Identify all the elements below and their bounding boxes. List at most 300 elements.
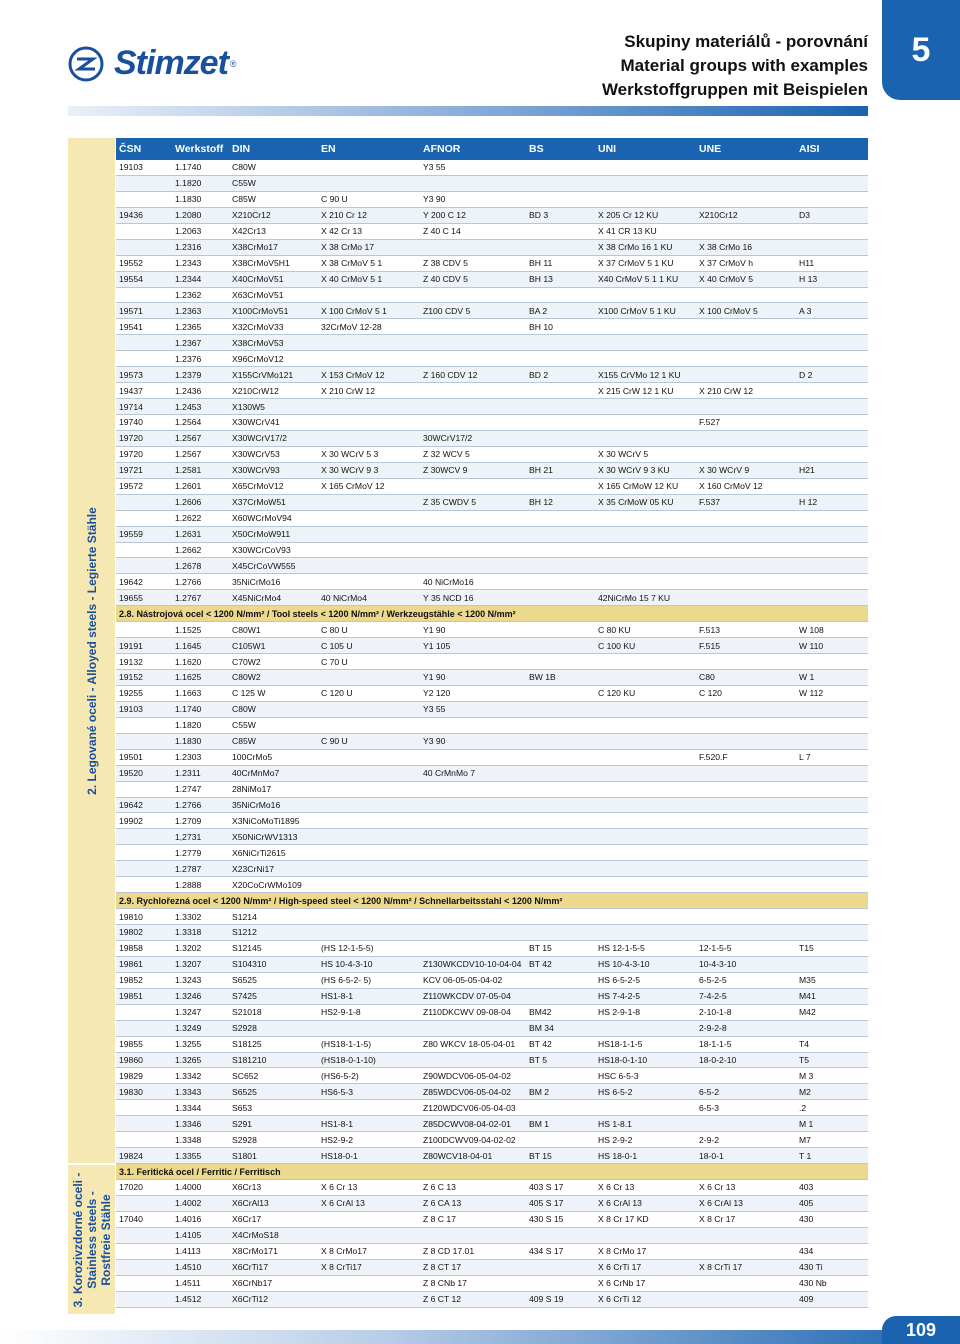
table-cell: 1.2362 bbox=[175, 289, 202, 300]
table-cell: C 80 U bbox=[321, 624, 348, 635]
table-row bbox=[116, 957, 868, 973]
table-cell: X6Cr17 bbox=[232, 1214, 262, 1225]
table-cell: X30WCrV41 bbox=[232, 417, 280, 428]
table-row bbox=[116, 766, 868, 782]
table-cell: 1.4016 bbox=[175, 1214, 202, 1225]
table-cell: X 205 Cr 12 KU bbox=[598, 210, 659, 221]
table-row bbox=[116, 1084, 868, 1100]
table-cell: 19720 bbox=[119, 449, 143, 460]
table-cell: BH 12 bbox=[529, 497, 553, 508]
table-cell: 405 bbox=[799, 1198, 814, 1209]
table-cell: T 1 bbox=[799, 1150, 812, 1161]
table-cell: 1.4511 bbox=[175, 1278, 201, 1289]
table-cell: X 30 WCrV 5 bbox=[598, 449, 649, 460]
table-row bbox=[116, 1068, 868, 1084]
table-cell: X6Cr13 bbox=[232, 1182, 262, 1193]
table-cell: HSC 6-5-3 bbox=[598, 1070, 639, 1081]
table-cell: F.515 bbox=[699, 640, 721, 651]
table-cell: Z 8 CD 17.01 bbox=[423, 1246, 475, 1257]
table-cell: 1.2601 bbox=[175, 481, 202, 492]
table-cell: HS18-0-1-10 bbox=[598, 1054, 648, 1065]
table-cell: X8CrMo171 bbox=[232, 1246, 278, 1257]
table-row bbox=[116, 1276, 868, 1292]
table-row bbox=[116, 702, 868, 718]
table-row bbox=[116, 1053, 868, 1069]
table-cell: W 108 bbox=[799, 624, 824, 635]
table-cell: BM 1 bbox=[529, 1118, 550, 1129]
table-cell: S2928 bbox=[232, 1134, 257, 1145]
table-cell: 1.3342 bbox=[175, 1070, 202, 1081]
table-cell: M 3 bbox=[799, 1070, 814, 1081]
table-cell: X6CrAl13 bbox=[232, 1198, 269, 1209]
table-cell: 30WCrV17/2 bbox=[423, 433, 473, 444]
table-cell: HS18-1-1-5 bbox=[598, 1039, 643, 1050]
sidebar-stainless bbox=[68, 1163, 115, 1314]
table-row bbox=[116, 1244, 868, 1260]
table-cell: 100CrMo5 bbox=[232, 752, 273, 763]
table-row bbox=[116, 415, 868, 431]
table-cell: X 100 CrMoV 5 1 bbox=[321, 305, 387, 316]
table-cell: BT 15 bbox=[529, 1150, 552, 1161]
table-cell: Z80WCV18-04-01 bbox=[423, 1150, 493, 1161]
table-cell: X50NiCrWV1313 bbox=[232, 831, 298, 842]
table-cell: X155 CrVMo 12 1 KU bbox=[598, 369, 681, 380]
table-cell: 1.3249 bbox=[175, 1023, 202, 1034]
table-cell: X 165 CrMoW 12 KU bbox=[598, 481, 679, 492]
table-cell: 1,2731 bbox=[175, 831, 202, 842]
table-row bbox=[116, 319, 868, 335]
table-cell: C85W bbox=[232, 736, 256, 747]
table-cell: 434 bbox=[799, 1246, 814, 1257]
table-cell: X96CrMoV12 bbox=[232, 353, 284, 364]
table-cell: X38CrMoV53 bbox=[232, 337, 284, 348]
table-cell: X 38 CrMo 16 1 KU bbox=[598, 242, 673, 253]
table-cell: X 40 CrMoV 5 bbox=[699, 274, 753, 285]
table-cell: Z 40 C 14 bbox=[423, 226, 461, 237]
table-cell: 1.3302 bbox=[175, 911, 202, 922]
table-row bbox=[116, 479, 868, 495]
table-cell: 19437 bbox=[119, 385, 143, 396]
table-cell: 1.2767 bbox=[175, 592, 202, 603]
table-cell: 6-5-3 bbox=[699, 1102, 720, 1113]
table-cell: 19714 bbox=[119, 401, 143, 412]
table-cell: 1.3348 bbox=[175, 1134, 202, 1145]
table-cell: X 6 Cr 13 bbox=[699, 1182, 736, 1193]
table-cell: (HS 6-5-2- 5) bbox=[321, 975, 372, 986]
table-cell: X 6 CrTi 12 bbox=[598, 1294, 642, 1305]
table-cell: 42NiCrMo 15 7 KU bbox=[598, 592, 671, 603]
table-row bbox=[116, 1212, 868, 1228]
table-cell: 1.3255 bbox=[175, 1039, 202, 1050]
table-cell: X 30 WCrV 9 3 KU bbox=[598, 465, 670, 476]
table-cell: 6-5-2-5 bbox=[699, 975, 727, 986]
table-cell: 430 Ti bbox=[799, 1262, 823, 1273]
table-cell: HS 1-8.1 bbox=[598, 1118, 632, 1129]
table-cell: 1.2564 bbox=[175, 417, 202, 428]
table-cell: Z90WDCV06-05-04-02 bbox=[423, 1070, 511, 1081]
table-cell: 1.2779 bbox=[175, 847, 202, 858]
table-cell: Z 8 CNb 17 bbox=[423, 1278, 467, 1289]
section-sidebar bbox=[68, 138, 115, 1312]
table-cell: X38CrMo17 bbox=[232, 242, 278, 253]
table-cell: X210Cr12 bbox=[232, 210, 271, 221]
table-cell: X100CrMoV51 bbox=[232, 305, 289, 316]
table-cell: Z 38 CDV 5 bbox=[423, 258, 468, 269]
logo-emblem-icon bbox=[68, 46, 104, 82]
table-cell: 19802 bbox=[119, 927, 143, 938]
table-cell: X 165 CrMoV 12 bbox=[321, 481, 385, 492]
table-cell: Z 32 WCV 5 bbox=[423, 449, 470, 460]
table-cell: C70W2 bbox=[232, 656, 261, 667]
table-row bbox=[116, 1100, 868, 1116]
table-cell: 40 CrMnMo 7 bbox=[423, 768, 476, 779]
table-cell: 19573 bbox=[119, 369, 143, 380]
table-cell: HS 2-9-2 bbox=[598, 1134, 633, 1145]
table-cell: HS 7-4-2-5 bbox=[598, 991, 641, 1002]
table-cell: 1.2436 bbox=[175, 385, 202, 396]
table-cell: C 120 bbox=[699, 688, 722, 699]
table-cell: A 3 bbox=[799, 305, 812, 316]
table-row bbox=[116, 558, 868, 574]
table-cell: X 100 CrMoV 5 bbox=[699, 305, 758, 316]
table-cell: 19824 bbox=[119, 1150, 143, 1161]
table-cell: 1.2316 bbox=[175, 242, 202, 253]
table-cell: Z 30WCV 9 bbox=[423, 465, 468, 476]
table-cell: 1.1525 bbox=[175, 624, 202, 635]
sidebar-stainless-label bbox=[71, 1172, 113, 1307]
table-cell: C80W1 bbox=[232, 624, 261, 635]
table-row bbox=[116, 463, 868, 479]
table-cell: 19655 bbox=[119, 592, 143, 603]
table-cell: X 8 Cr 17 bbox=[699, 1214, 736, 1225]
table-cell: 1.2343 bbox=[175, 258, 202, 269]
table-cell: BT 15 bbox=[529, 943, 552, 954]
table-cell: 1.1830 bbox=[175, 736, 202, 747]
table-cell: 1.4510 bbox=[175, 1262, 202, 1273]
table-cell: 1.3247 bbox=[175, 1007, 202, 1018]
table-cell: 403 S 17 bbox=[529, 1182, 564, 1193]
table-cell: X 30 WCrV 9 bbox=[699, 465, 750, 476]
table-cell: C80W bbox=[232, 162, 256, 173]
table-cell: BA 2 bbox=[529, 305, 548, 316]
table-cell: 1.2622 bbox=[175, 513, 202, 524]
table-cell: C 80 KU bbox=[598, 624, 631, 635]
table-cell: X60WCrMoV94 bbox=[232, 513, 292, 524]
table-cell: 32CrMoV 12-28 bbox=[321, 321, 382, 332]
header-gradient-bar bbox=[68, 106, 868, 116]
table-row bbox=[116, 511, 868, 527]
table-cell: 40CrMnMo7 bbox=[232, 768, 280, 779]
table-cell: 19642 bbox=[119, 576, 143, 587]
table-cell: 1.1740 bbox=[175, 704, 202, 715]
table-cell: X 38 CrMoV 5 1 bbox=[321, 258, 383, 269]
table-cell: 35NiCrMo16 bbox=[232, 799, 281, 810]
table-cell: 6-5-2 bbox=[699, 1086, 720, 1097]
table-cell: C55W bbox=[232, 178, 256, 189]
table-cell: X 8 CrMo 17 bbox=[598, 1246, 647, 1257]
table-cell: Z85WDCV06-05-04-02 bbox=[423, 1086, 511, 1097]
table-cell: X 8 Cr 17 KD bbox=[598, 1214, 649, 1225]
table-cell: HS 6-5-2-5 bbox=[598, 975, 641, 986]
table-cell: HS 18-0-1 bbox=[598, 1150, 638, 1161]
table-cell: 19191 bbox=[119, 640, 143, 651]
table-cell: (HS6-5-2) bbox=[321, 1070, 359, 1081]
table-row bbox=[116, 272, 868, 288]
table-row bbox=[116, 208, 868, 224]
table-cell: 1.3344 bbox=[175, 1102, 202, 1113]
table-cell: 19554 bbox=[119, 274, 143, 285]
table-cell: C 105 U bbox=[321, 640, 353, 651]
table-row bbox=[116, 670, 868, 686]
table-cell: X210Cr12 bbox=[699, 210, 738, 221]
table-cell: 19559 bbox=[119, 529, 143, 540]
table-cell: 28NiMo17 bbox=[232, 784, 272, 795]
table-cell: 1.4105 bbox=[175, 1230, 202, 1241]
table-cell: 1.2063 bbox=[175, 226, 202, 237]
table-row bbox=[116, 782, 868, 798]
table-row bbox=[116, 192, 868, 208]
table-cell: X63CrMoV51 bbox=[232, 289, 284, 300]
table-cell: 17020 bbox=[119, 1182, 143, 1193]
table-cell: X 41 CR 13 KU bbox=[598, 226, 657, 237]
table-row bbox=[116, 1196, 868, 1212]
table-cell: 12-1-5-5 bbox=[699, 943, 732, 954]
table-row bbox=[116, 1180, 868, 1196]
table-cell: X 8 CrMo17 bbox=[321, 1246, 367, 1257]
table-cell: C 125 W bbox=[232, 688, 266, 699]
table-cell: F.520.F bbox=[699, 752, 728, 763]
section-heading: 2.9. Rychlořezná ocel < 1200 N/mm² / High-speed steel < 1200 N/mm² / Schnellarbeitsstahl < 1200 N/mm² bbox=[116, 893, 868, 909]
table-cell: HS2-9-2 bbox=[321, 1134, 353, 1145]
table-cell: X6NiCrTi2615 bbox=[232, 847, 286, 858]
section-heading: 2.8. Nástrojová ocel < 1200 N/mm² / Tool steels < 1200 N/mm² / Werkzeugstähle < 1200 N/mm² bbox=[116, 606, 868, 622]
table-cell: X 6 CrAl 13 bbox=[321, 1198, 365, 1209]
table-cell: F.537 bbox=[699, 497, 721, 508]
table-cell: X 37 CrMoV h bbox=[699, 258, 753, 269]
column-header: ČSN bbox=[119, 143, 142, 155]
stainless-line-1: 3. Korozivzdorné oceli - bbox=[70, 1172, 85, 1307]
table-row bbox=[116, 1021, 868, 1037]
table-row bbox=[116, 861, 868, 877]
column-header: AFNOR bbox=[423, 143, 461, 155]
table-cell: Z85DCWV08-04-02-01 bbox=[423, 1118, 511, 1129]
table-cell: HS 2-9-1-8 bbox=[598, 1007, 641, 1018]
table-cell: Z100DCWV09-04-02-02 bbox=[423, 1134, 516, 1145]
table-cell: BH 21 bbox=[529, 465, 553, 476]
table-cell: 19860 bbox=[119, 1054, 143, 1065]
table-row bbox=[116, 590, 868, 606]
table-cell: (HS 12-1-5-5) bbox=[321, 943, 374, 954]
table-cell: C 90 U bbox=[321, 736, 348, 747]
table-cell: S12145 bbox=[232, 943, 262, 954]
table-cell: X 215 CrW 12 1 KU bbox=[598, 385, 674, 396]
table-cell: 7-4-2-5 bbox=[699, 991, 727, 1002]
table-cell: X6CrTi17 bbox=[232, 1262, 268, 1273]
table-cell: Y3 90 bbox=[423, 194, 446, 205]
table-cell: 1.4000 bbox=[175, 1182, 202, 1193]
table-cell: 430 S 15 bbox=[529, 1214, 564, 1225]
table-row bbox=[116, 224, 868, 240]
table-cell: 19740 bbox=[119, 417, 143, 428]
table-row bbox=[116, 718, 868, 734]
table-cell: 19255 bbox=[119, 688, 143, 699]
table-cell: C 70 U bbox=[321, 656, 348, 667]
table-cell: X30WCrV93 bbox=[232, 465, 280, 476]
table-row bbox=[116, 925, 868, 941]
table-cell: 19501 bbox=[119, 752, 143, 763]
table-cell: 1.1625 bbox=[175, 672, 202, 683]
table-cell: 1.3346 bbox=[175, 1118, 202, 1129]
table-cell: 19436 bbox=[119, 210, 143, 221]
table-cell: C80 bbox=[699, 672, 715, 683]
table-cell: X4CrMoS18 bbox=[232, 1230, 279, 1241]
table-cell: X 30 WCrV 5 3 bbox=[321, 449, 379, 460]
table-cell: X210CrW12 bbox=[232, 385, 279, 396]
table-cell: S6525 bbox=[232, 1086, 257, 1097]
table-cell: 1.4002 bbox=[175, 1198, 202, 1209]
table-cell: 1.2662 bbox=[175, 544, 202, 555]
brand-logo bbox=[68, 44, 237, 83]
sidebar-alloyed-label: 2. Legované oceli - Alloyed steels - Legierte Stähle bbox=[84, 506, 99, 795]
table-cell: 403 bbox=[799, 1182, 814, 1193]
table-cell: 18-0-2-10 bbox=[699, 1054, 737, 1065]
table-cell: 1.2631 bbox=[175, 529, 202, 540]
table-cell: 1.1830 bbox=[175, 194, 202, 205]
table-row bbox=[116, 813, 868, 829]
table-cell: X 6 CrAl 13 bbox=[598, 1198, 642, 1209]
table-row bbox=[116, 1005, 868, 1021]
table-cell: Z 6 CT 12 bbox=[423, 1294, 462, 1305]
title-en: Material groups with examples bbox=[620, 56, 868, 75]
table-cell: 1.2311 bbox=[175, 768, 201, 779]
table-cell: W 110 bbox=[799, 640, 824, 651]
table-row bbox=[116, 335, 868, 351]
table-cell: BD 3 bbox=[529, 210, 549, 221]
table-row bbox=[116, 734, 868, 750]
table-cell: HS 12-1-5-5 bbox=[598, 943, 645, 954]
table-cell: 18-0-1 bbox=[699, 1150, 724, 1161]
table-row bbox=[116, 367, 868, 383]
table-cell: 19829 bbox=[119, 1070, 143, 1081]
table-row bbox=[116, 829, 868, 845]
table-cell: 1.4113 bbox=[175, 1246, 201, 1257]
table-row bbox=[116, 686, 868, 702]
table-row bbox=[116, 1037, 868, 1053]
table-cell: X38CrMoV5H1 bbox=[232, 258, 290, 269]
table-cell: KCV 06-05-05-04-02 bbox=[423, 975, 503, 986]
table-cell: BM 34 bbox=[529, 1023, 554, 1034]
table-cell: 430 bbox=[799, 1214, 814, 1225]
table-cell: X130W5 bbox=[232, 401, 265, 412]
table-cell: 1.2766 bbox=[175, 576, 202, 587]
table-row bbox=[116, 288, 868, 304]
table-cell: Y 200 C 12 bbox=[423, 210, 466, 221]
table-cell: 1.3265 bbox=[175, 1054, 202, 1065]
column-header: EN bbox=[321, 143, 336, 155]
table-cell: 1.2787 bbox=[175, 863, 202, 874]
table-row bbox=[116, 1260, 868, 1276]
table-cell: Z 8 C 17 bbox=[423, 1214, 456, 1225]
table-cell: HS 6-5-2 bbox=[598, 1086, 633, 1097]
table-row bbox=[116, 351, 868, 367]
table-cell: S104310 bbox=[232, 959, 267, 970]
table-cell: X45CrCoVW555 bbox=[232, 560, 296, 571]
table-row bbox=[116, 176, 868, 192]
table-row bbox=[116, 383, 868, 399]
table-cell: T15 bbox=[799, 943, 814, 954]
table-cell: 1.1663 bbox=[175, 688, 202, 699]
table-row bbox=[116, 909, 868, 925]
table-cell: X 35 CrMoW 05 KU bbox=[598, 497, 674, 508]
table-body bbox=[116, 160, 868, 1308]
table-cell: 1.3246 bbox=[175, 991, 202, 1002]
table-cell: Z80 WKCV 18-05-04-01 bbox=[423, 1039, 516, 1050]
table-cell: C80W2 bbox=[232, 672, 261, 683]
table-cell: 1.3243 bbox=[175, 975, 202, 986]
table-cell: 1.2567 bbox=[175, 433, 202, 444]
table-cell: BD 2 bbox=[529, 369, 549, 380]
table-row bbox=[116, 941, 868, 957]
table-row bbox=[116, 1116, 868, 1132]
table-cell: (HS18-1-1-5) bbox=[321, 1039, 372, 1050]
table-row bbox=[116, 1228, 868, 1244]
table-cell: X30WCrV53 bbox=[232, 449, 280, 460]
table-cell: S1212 bbox=[232, 927, 257, 938]
table-row bbox=[116, 1132, 868, 1148]
column-header: UNE bbox=[699, 143, 722, 155]
table-row bbox=[116, 622, 868, 638]
table-cell: Z110WKCDV 07-05-04 bbox=[423, 991, 511, 1002]
table-cell: F.513 bbox=[699, 624, 721, 635]
table-cell: X 40 CrMoV 5 1 bbox=[321, 274, 383, 285]
table-cell: H21 bbox=[799, 465, 815, 476]
table-row bbox=[116, 845, 868, 861]
table-cell: Y 35 NCD 16 bbox=[423, 592, 474, 603]
table-cell: S1801 bbox=[232, 1150, 257, 1161]
registered-mark: ® bbox=[229, 58, 237, 69]
table-cell: 1.2678 bbox=[175, 560, 202, 571]
column-header: AISI bbox=[799, 143, 820, 155]
table-row bbox=[116, 543, 868, 559]
table-cell: C 90 U bbox=[321, 194, 348, 205]
table-cell: 409 S 19 bbox=[529, 1294, 564, 1305]
table-cell: X32CrMoV33 bbox=[232, 321, 284, 332]
column-header: BS bbox=[529, 143, 544, 155]
table-cell: 2-9-2 bbox=[699, 1134, 720, 1145]
table-cell: C85W bbox=[232, 194, 256, 205]
table-cell: X 153 CrMoV 12 bbox=[321, 369, 385, 380]
table-cell: 1.1620 bbox=[175, 656, 202, 667]
table-cell: M42 bbox=[799, 1007, 816, 1018]
table-cell: 1.2709 bbox=[175, 815, 202, 826]
table-row bbox=[116, 877, 868, 893]
section-heading: 3.1. Feritická ocel / Ferritic / Ferritisch bbox=[116, 1164, 868, 1180]
table-cell: 1.1740 bbox=[175, 162, 202, 173]
table-cell: BW 1B bbox=[529, 672, 556, 683]
table-cell: Z130WKCDV10-10-04-04 bbox=[423, 959, 522, 970]
table-cell: M7 bbox=[799, 1134, 811, 1145]
table-cell: 19152 bbox=[119, 672, 143, 683]
table-cell: X50CrMoW911 bbox=[232, 529, 291, 540]
table-cell: 1.2747 bbox=[175, 784, 202, 795]
table-cell: 10-4-3-10 bbox=[699, 959, 737, 970]
table-row bbox=[116, 160, 868, 176]
table-cell: 434 S 17 bbox=[529, 1246, 564, 1257]
table-cell: Z110DKCWV 09-08-04 bbox=[423, 1007, 511, 1018]
table-cell: 19861 bbox=[119, 959, 143, 970]
table-cell: Z120WDCV06-05-04-03 bbox=[423, 1102, 516, 1113]
table-cell: X30WCrV17/2 bbox=[232, 433, 287, 444]
